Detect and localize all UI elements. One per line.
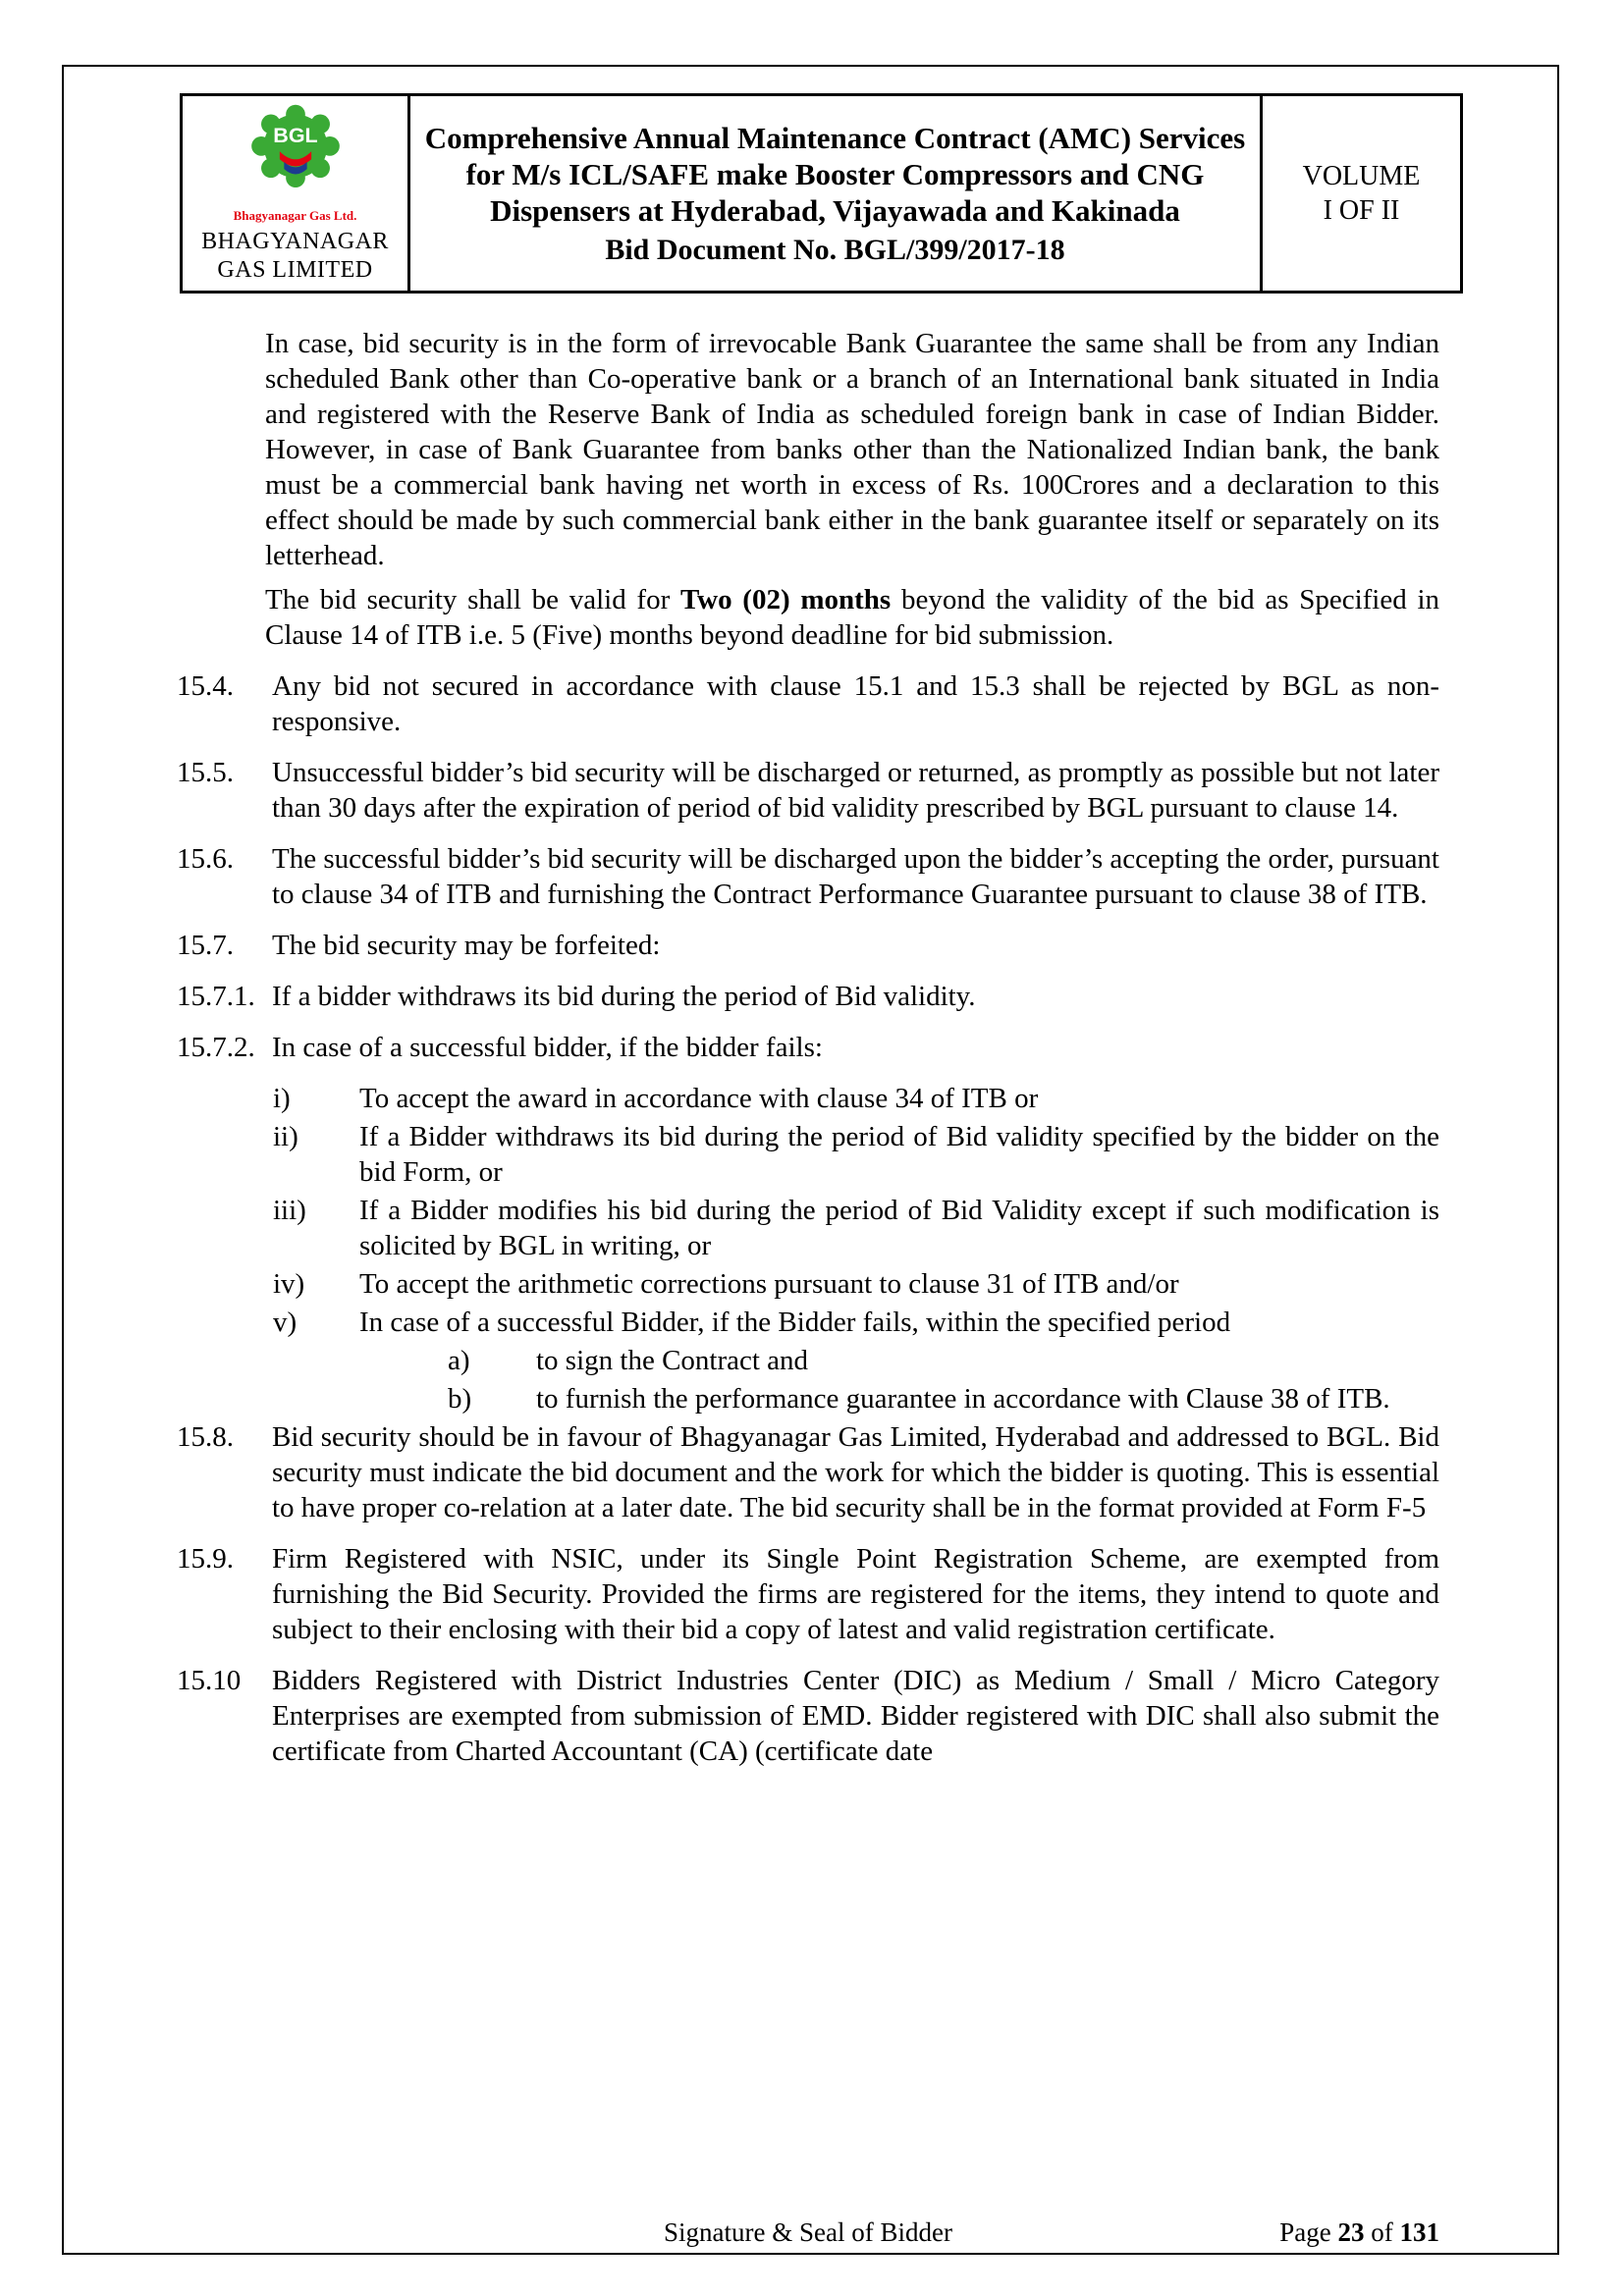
clause-15-7-1: [177, 979, 1439, 1014]
clause-text: If a Bidder withdraws its bid during the period of Bid validity specified by the bidder on the bid Form, or: [359, 1121, 1439, 1188]
company-name-line2: GAS LIMITED: [217, 257, 373, 283]
clause-number: 15.7.: [177, 930, 234, 961]
header-row: [182, 95, 1462, 293]
clause-number: a): [448, 1345, 470, 1376]
bgl-logo-icon: [243, 102, 349, 209]
header-title-cell: [409, 95, 1262, 293]
company-logo: [192, 102, 398, 285]
subitem-iv: [273, 1266, 1439, 1302]
clause-number: 15.10: [177, 1665, 242, 1696]
header-logo-cell: [182, 95, 409, 293]
volume-line1: VOLUME: [1302, 161, 1421, 191]
clause-15-7-2: [177, 1030, 1439, 1065]
page-total: 131: [1399, 2217, 1439, 2247]
clause-text: The successful bidder’s bid security will be discharged upon the bidder’s accepting the order, pursuant to clause 34 of ITB and furnishing the Contract Performance Guarantee pursuant to clause 38 of ITB.: [272, 843, 1439, 910]
clause-text: Bidders Registered with District Industries Center (DIC) as Medium / Small / Micro Category Enterprises are exempted from submission of EMD. Bidder registered with DIC shall also submit the certificate from Charted Accountant (CA) (certificate date: [272, 1665, 1439, 1767]
logo-subtext: Bhagyanagar Gas Ltd.: [233, 208, 357, 223]
subitem-v: [273, 1305, 1439, 1340]
page-word: Page: [1279, 2217, 1338, 2247]
clause-text: The bid security may be forfeited:: [272, 930, 661, 961]
clause-number: iv): [273, 1268, 305, 1300]
document-title: Comprehensive Annual Maintenance Contract (AMC) Services for M/s ICL/SAFE make Booster Compressors and CNG Dispensers at Hyderabad, Vijayawada and Kakinada: [424, 120, 1246, 228]
page-current: 23: [1337, 2217, 1365, 2247]
clause-15-7: [177, 928, 1439, 963]
clause-15-9: [177, 1541, 1439, 1647]
subitem-b: [448, 1381, 1439, 1416]
clause-text: to furnish the performance guarantee in accordance with Clause 38 of ITB.: [536, 1383, 1390, 1415]
clause-text: Any bid not secured in accordance with clause 15.1 and 15.3 shall be rejected by BGL as non-responsive.: [272, 670, 1439, 737]
clause-15-10: [177, 1663, 1439, 1769]
clause-15-4: [177, 668, 1439, 739]
company-name: [201, 228, 389, 285]
paragraph-bank-guarantee: In case, bid security is in the form of irrevocable Bank Guarantee the same shall be from any Indian scheduled Bank other than Co-operative bank or a branch of an International bank situated in India and registered with the Reserve Bank of India as scheduled foreign bank in case of Indian Bidder. However, in case of Bank Guarantee from banks other than the Nationalized Indian bank, the bank must be a commercial bank having net worth in excess of Rs. 100Crores and a declaration to this effect should be made by such commercial bank either in the bank guarantee itself or separately on its letterhead.: [265, 328, 1439, 571]
page-footer: [177, 2216, 1439, 2250]
subitem-iii: [273, 1193, 1439, 1263]
clause-number: v): [273, 1307, 298, 1338]
paragraph-text: The bid security shall be valid for: [265, 584, 680, 615]
clause-number: 15.7.2.: [177, 1032, 255, 1063]
clause-15-5: [177, 755, 1439, 826]
signature-label: Signature & Seal of Bidder: [664, 2217, 952, 2247]
header-volume-cell: [1262, 95, 1462, 293]
clause-number: i): [273, 1083, 291, 1114]
bold-phrase: Two (02) months: [679, 584, 892, 615]
clause-number: 15.4.: [177, 670, 234, 702]
bid-document-number: Bid Document No. BGL/399/2017-18: [605, 233, 1065, 266]
clause-number: 15.5.: [177, 757, 234, 788]
header-table: [180, 93, 1463, 294]
subitem-ii: [273, 1119, 1439, 1190]
clause-number: iii): [273, 1195, 306, 1226]
subitem-i: [273, 1081, 1439, 1116]
page-number: [1279, 2216, 1439, 2248]
clause-15-8: [177, 1419, 1439, 1525]
document-body: [177, 326, 1439, 1785]
company-name-line1: BHAGYANAGAR: [201, 229, 389, 254]
clause-text: To accept the arithmetic corrections pursuant to clause 31 of ITB and/or: [359, 1268, 1179, 1300]
svg-text:BGL: BGL: [272, 124, 318, 148]
clause-text: Unsuccessful bidder’s bid security will be discharged or returned, as promptly as possible but not later than 30 days after the expiration of period of bid validity prescribed by BGL pursuant to clause 14.: [272, 757, 1439, 824]
clause-number: 15.7.1.: [177, 981, 255, 1012]
clause-text: Bid security should be in favour of Bhagyanagar Gas Limited, Hyderabad and addressed to BGL. Bid security must indicate the bid document and the work for which the bidder is quoting. This is essential to have proper co-relation at a later date. The bid security shall be in the format provided at Form F-5: [272, 1421, 1439, 1523]
clause-text: In case of a successful bidder, if the bidder fails:: [272, 1032, 823, 1063]
clause-15-6: [177, 841, 1439, 912]
clause-number: 15.9.: [177, 1543, 234, 1575]
subitem-a: [448, 1343, 1439, 1378]
clause-number: 15.8.: [177, 1421, 234, 1453]
clause-text: to sign the Contract and: [536, 1345, 809, 1376]
clause-text: Firm Registered with NSIC, under its Single Point Registration Scheme, are exempted from furnishing the Bid Security. Provided the firms are registered for the items, they intend to quote and subject to their enclosing with their bid a copy of latest and valid registration certificate.: [272, 1543, 1439, 1645]
clause-number: b): [448, 1383, 472, 1415]
clause-text: If a Bidder modifies his bid during the period of Bid Validity except if such modification is solicited by BGL in writing, or: [359, 1195, 1439, 1261]
paragraph-text: beyond the validity of the bid as Specified in Clause 14 of ITB i.e. 5 (Five) months beyond deadline for bid submission.: [265, 584, 1439, 651]
clause-text: In case of a successful Bidder, if the Bidder fails, within the specified period: [359, 1307, 1231, 1338]
clause-text: If a bidder withdraws its bid during the period of Bid validity.: [272, 981, 976, 1012]
clause-number: ii): [273, 1121, 298, 1152]
volume-line2: I OF II: [1323, 195, 1400, 226]
clause-number: 15.6.: [177, 843, 234, 875]
page-of-word: of: [1364, 2217, 1400, 2247]
paragraph-bid-security-validity: [265, 582, 1439, 653]
volume-label: [1272, 159, 1450, 228]
clause-text: To accept the award in accordance with clause 34 of ITB or: [359, 1083, 1039, 1114]
